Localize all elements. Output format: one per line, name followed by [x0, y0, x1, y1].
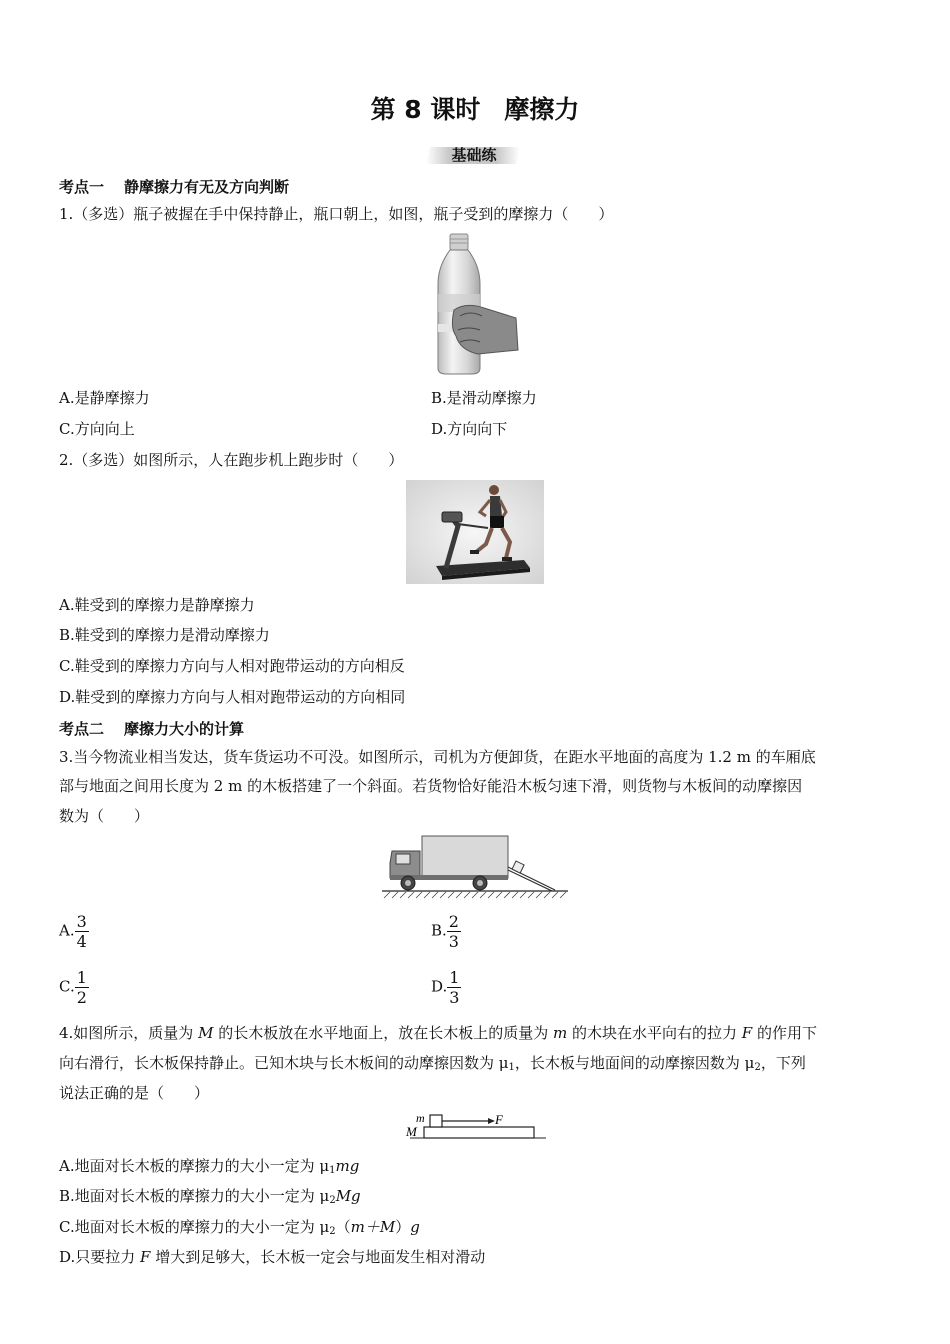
- q1-option-b: B.是滑动摩擦力: [431, 389, 537, 407]
- numerator: 1: [449, 968, 460, 987]
- question-4-line-2: 向右滑行，长木板保持静止。已知木块与长木板间的动摩擦因数为 $\mu_1$，长木板与地面间的动摩擦因数为 $\mu_2$，下列: [59, 1054, 806, 1073]
- question-3-line-3: 数为（ ）: [59, 807, 150, 825]
- section-badge: [424, 145, 524, 166]
- block-on-board-diagram: [402, 1108, 550, 1142]
- section-heading-2: [59, 718, 244, 739]
- block-rect: [430, 1115, 442, 1127]
- numerator: 1: [76, 968, 87, 987]
- denominator: 4: [76, 932, 87, 951]
- option-letter: C.: [59, 977, 75, 996]
- q4-option-d: D.只要拉力 F 增大到足够大，长木板一定会与地面发生相对滑动: [59, 1248, 486, 1266]
- section-heading-1: [59, 176, 289, 197]
- treadmill-runner-image: [406, 480, 544, 584]
- label-m: m: [416, 1111, 425, 1125]
- question-3-line-1: 3.当今物流业相当发达，货车货运功不可没。如图所示，司机为方便卸货，在距水平地面的高度为 1.2 m 的车厢底: [59, 748, 816, 766]
- label-M: M: [406, 1124, 417, 1139]
- numerator: 3: [76, 912, 87, 931]
- question-3-line-2: 部与地面之间用长度为 2 m 的木板搭建了一个斜面。若货物恰好能沿木板匀速下滑，则货物与木板间的动摩擦因: [59, 777, 803, 795]
- fraction: [447, 912, 461, 951]
- q2-option-b: B.鞋受到的摩擦力是滑动摩擦力: [59, 626, 270, 644]
- force-arrowhead: [488, 1118, 495, 1124]
- option-letter: B.: [431, 921, 447, 940]
- numerator: 2: [448, 912, 459, 931]
- question-2-stem: 2.（多选）如图所示，人在跑步机上跑步时（ ）: [59, 451, 404, 469]
- page-title: [0, 90, 950, 126]
- title-lesson: 第 8 课时: [370, 95, 481, 124]
- q4-option-b: B.地面对长木板的摩擦力的大小一定为 $\mu_2Mg$: [59, 1187, 361, 1206]
- fraction: [447, 968, 461, 1007]
- q1-option-c: C.方向向上: [59, 420, 135, 438]
- q4-option-a: A.地面对长木板的摩擦力的大小一定为 $\mu_1mg$: [59, 1157, 360, 1176]
- denominator: 3: [448, 932, 459, 951]
- q4-option-c: C.地面对长木板的摩擦力的大小一定为 $\mu_2(m+M)g$: [59, 1218, 420, 1237]
- question-4-line-3: 说法正确的是（ ）: [59, 1084, 210, 1102]
- fraction: [75, 968, 89, 1007]
- board-rect: [424, 1127, 534, 1138]
- label-F: F: [495, 1112, 503, 1127]
- denominator: 2: [76, 988, 87, 1007]
- option-letter: A.: [59, 921, 75, 940]
- section-label: 考点一: [59, 178, 105, 196]
- section-name: 静摩擦力有无及方向判断: [124, 178, 290, 196]
- q3-option-d: [431, 968, 461, 1007]
- q3-option-a: [59, 912, 89, 951]
- fraction: [75, 912, 89, 951]
- option-letter: D.: [431, 977, 448, 996]
- badge-label: 基础练: [451, 146, 497, 164]
- q2-option-d: D.鞋受到的摩擦力方向与人相对跑带运动的方向相同: [59, 688, 406, 706]
- bottle-in-hand-image: [432, 232, 522, 376]
- section-label: 考点二: [59, 720, 105, 738]
- denominator: 3: [449, 988, 460, 1007]
- truck-ramp-diagram: [380, 833, 570, 901]
- q3-option-b: [431, 912, 461, 951]
- question-1-stem: 1.（多选）瓶子被握在手中保持静止，瓶口朝上，如图，瓶子受到的摩擦力（ ）: [59, 205, 614, 223]
- question-4-line-1: 4.如图所示，质量为 M 的长木板放在水平地面上，放在长木板上的质量为 m 的木块在水平向右的拉力 F 的作用下: [59, 1024, 817, 1042]
- q1-option-d: D.方向向下: [431, 420, 508, 438]
- q2-option-c: C.鞋受到的摩擦力方向与人相对跑带运动的方向相反: [59, 657, 405, 675]
- q2-option-a: A.鞋受到的摩擦力是静摩擦力: [59, 596, 255, 614]
- title-topic: 摩擦力: [504, 95, 580, 124]
- section-name: 摩擦力大小的计算: [124, 720, 245, 738]
- q3-option-c: [59, 968, 89, 1007]
- q1-option-a: A.是静摩擦力: [59, 389, 150, 407]
